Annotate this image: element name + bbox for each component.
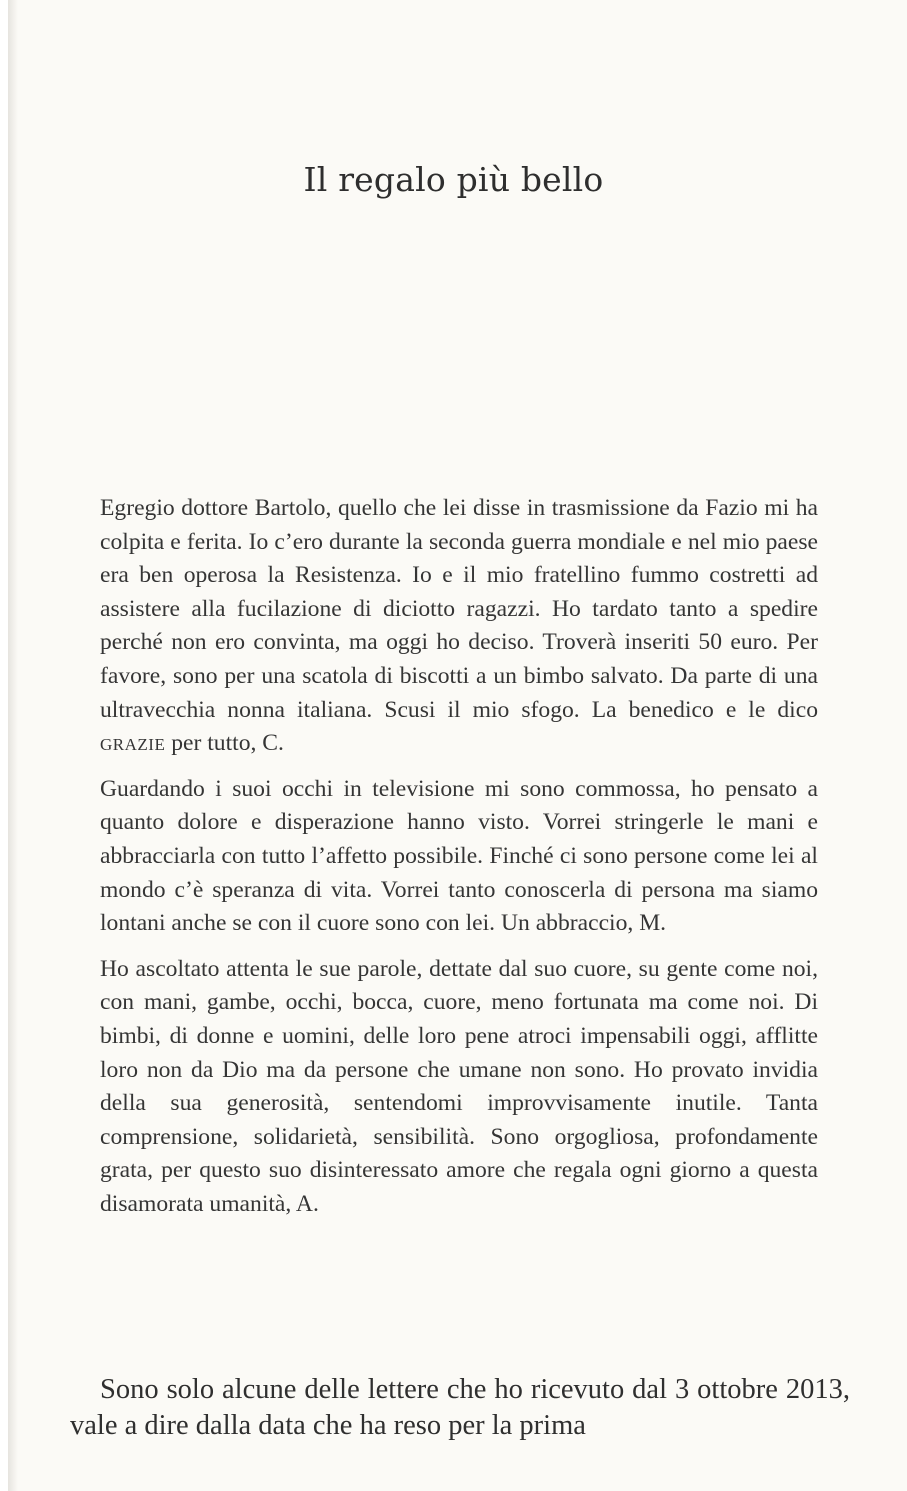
narrative-paragraph: Sono solo alcune delle lettere che ho ricevuto dal 3 ottobre 2013, vale a dire dalla data che ha reso per la prima	[70, 1374, 850, 1441]
letter-c-signoff: per tutto, C.	[165, 730, 284, 757]
letter-m: Guardando i suoi occhi in televisione mi sono commossa, ho pensato a quanto dolore e disperazione hanno visto. Vorrei stringerle le mani e abbracciarla con tutto l’affetto possibile. Finché ci sono persone come lei al mondo c’è speranza di vita. Vorrei tanto conoscerla di persona ma siamo lontani anche se con il cuore sono con lei. Un abbraccio, M.	[100, 775, 818, 937]
letters-section	[100, 492, 818, 1233]
letter-c-emphasis: grazie	[100, 730, 166, 757]
page-gutter-shadow	[8, 0, 18, 1491]
letter-a: Ho ascoltato attenta le sue parole, dettate dal suo cuore, su gente come noi, con mani, gambe, occhi, bocca, cuore, meno fortunata ma come noi. Di bimbi, di donne e uomini, delle loro pene atroci impensabili oggi, afflitte loro non da Dio ma da persone che umane non sono. Ho provato invidia della sua generosità, sentendomi improvvisamente inutile. Tanta comprensione, solidarietà, sensibilità. Sono orgogliosa, profondamente grata, per questo suo disinteressato amore che regala ogni giorno a questa disamorata umanità, A.	[100, 955, 818, 1217]
letter-c	[100, 492, 818, 761]
letter-c-text: Egregio dottore Bartolo, quello che lei disse in trasmissione da Fazio mi ha colpita e ferita. Io c’ero durante la seconda guerra mondiale e nel mio paese era ben operosa la Resistenza. Io e il mio fratellino fummo costretti ad assistere alla fucilazione di diciotto ragazzi. Ho tardato tanto a spedire perché non ero convinta, ma oggi ho deciso. Troverà inseriti 50 euro. Per favore, sono per una scatola di biscotti a un bimbo salvato. Da parte di una ultravecchia nonna italiana. Scusi il mio sfogo. La benedico e le dico	[100, 495, 818, 723]
chapter-title: Il regalo più bello	[303, 160, 604, 199]
